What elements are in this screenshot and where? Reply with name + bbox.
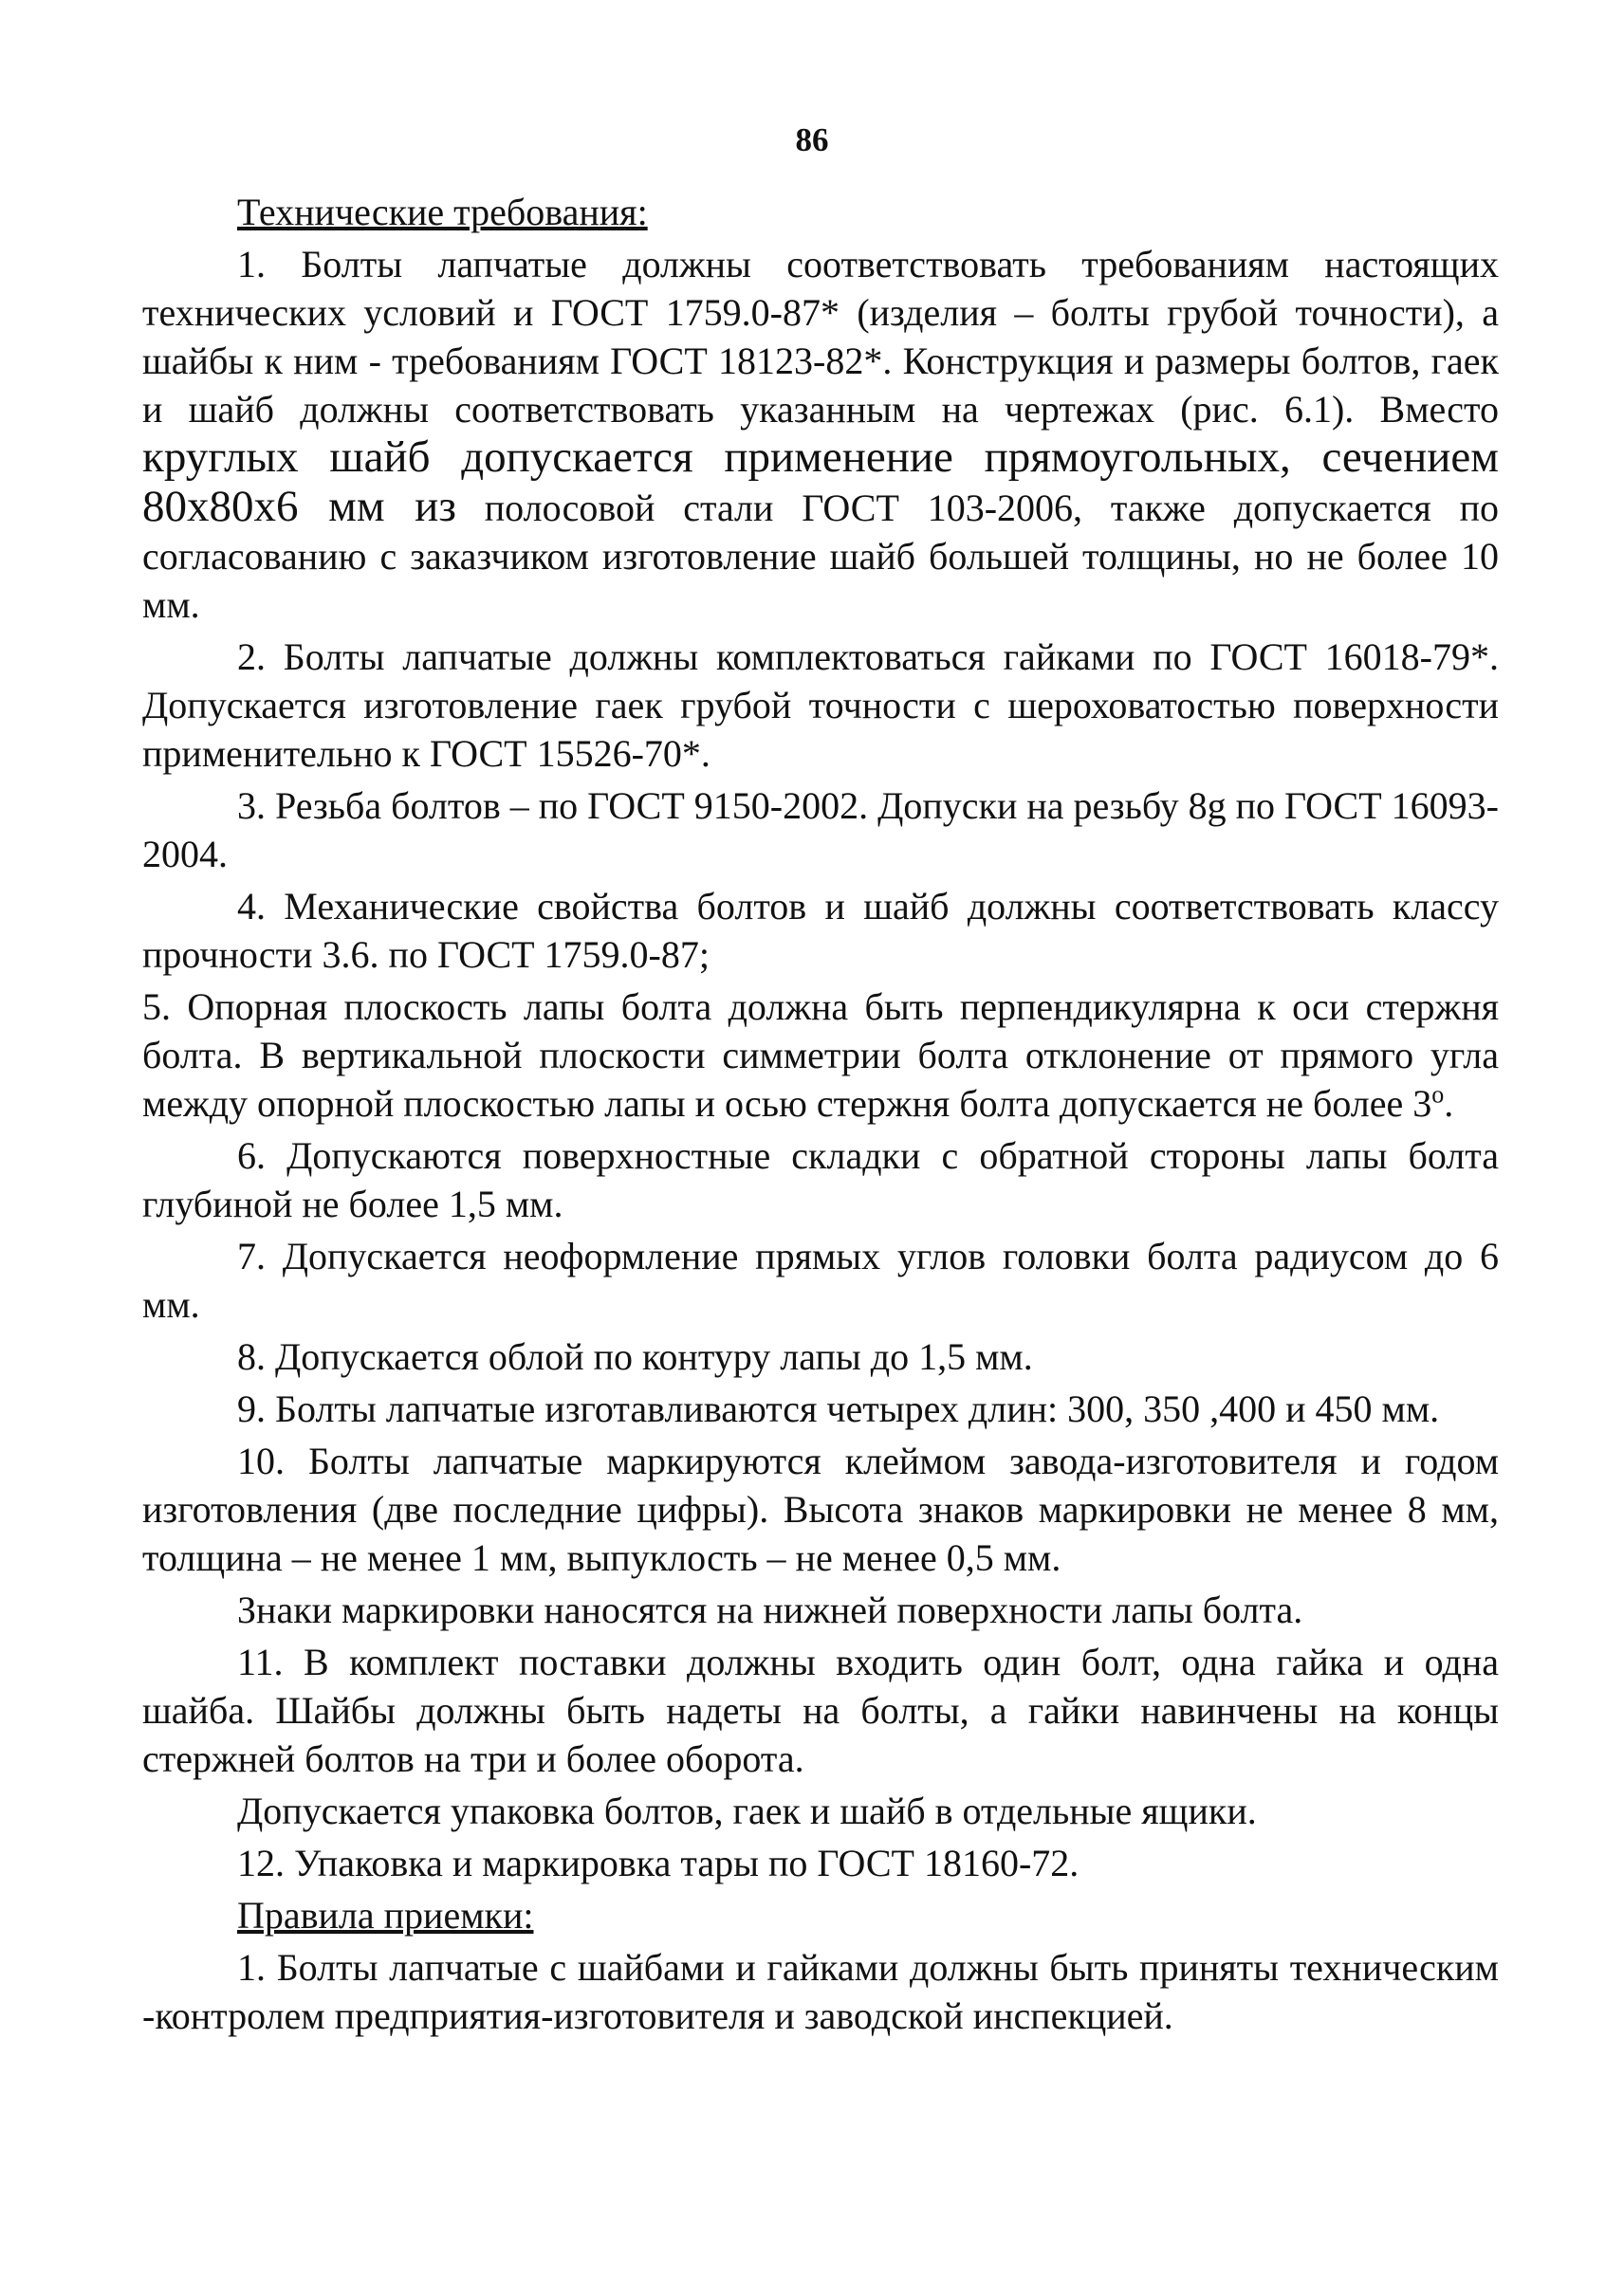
requirement-11: 11. В комплект поставки должны входить один болт, одна гайка и одна шайба. Шайбы должны быть надеты на болты, а гайки навинчены на концы стержней болтов на три и более оборота. [142,1641,1499,1780]
requirement-9: 9. Болты лапчатые изготавливаются четырех длин: 300, 350 ,400 и 450 мм. [237,1387,1440,1430]
requirement-7: 7. Допускается неоформление прямых углов головки болта радиусом до 6 мм. [142,1235,1499,1326]
requirement-1: 1. Болты лапчатые должны соответствовать требованиям настоящих технических условий и ГОСТ 1759.0-87* (изделия – болты грубой точности), а шайбы к ним - требованиям ГОСТ 18123-82*. Конструкция и размеры болтов, гаек и шайб должны соответствовать указанным на чертежах (рис. 6.1). Вместо круглых шайб допускается применение прямоугольных, сечением 80х80х6 мм из полосовой стали ГОСТ 103-2006, также допускается по согласованию с заказчиком изготовление шайб большей толщины, но не более 10 мм. [142,243,1499,626]
section-heading-technical-requirements: Технические требования: [237,191,648,233]
requirement-8: 8. Допускается облой по контуру лапы до 1,5 мм. [237,1335,1033,1378]
section-heading-acceptance-rules: Правила приемки: [237,1894,534,1937]
requirement-3: 3. Резьба болтов – по ГОСТ 9150-2002. Допуски на резьбу 8g по ГОСТ 16093-2004. [142,784,1499,875]
requirement-12: 12. Упаковка и маркировка тары по ГОСТ 18160-72. [237,1842,1080,1884]
requirement-10: 10. Болты лапчатые маркируются клеймом завода-изготовителя и годом изготовления (две последние цифры). Высота знаков маркировки не менее 8 мм, толщина – не менее 1 мм, выпуклость – не менее 0,5 мм. [142,1440,1499,1579]
requirement-2: 2. Болты лапчатые должны комплектоваться гайками по ГОСТ 16018-79*. Допускается изготовление гаек грубой точности с шероховатостью поверхности применительно к ГОСТ 15526-70*. [142,635,1499,775]
document-body [142,188,1499,2044]
requirement-11-note: Допускается упаковка болтов, гаек и шайб в отдельные ящики. [237,1790,1257,1832]
requirement-5: 5. Опорная плоскость лапы болта должна быть перпендикулярна к оси стержня болта. В вертикальной плоскости симметрии болта отклонение от прямого угла между опорной плоскостью лапы и осью стержня болта допускается не более $3^о$. [142,985,1499,1125]
requirement-6: 6. Допускаются поверхностные складки с обратной стороны лапы болта глубиной не более 1,5 мм. [142,1134,1499,1225]
requirement-10-note: Знаки маркировки наносятся на нижней поверхности лапы болта. [237,1589,1303,1631]
requirement-4: 4. Механические свойства болтов и шайб должны соответствовать классу прочности 3.6. по ГОСТ 1759.0-87; [142,885,1499,976]
acceptance-rule-1: 1. Болты лапчатые с шайбами и гайками должны быть приняты техническим -контролем предприятия-изготовителя и заводской инспекцией. [142,1946,1499,2037]
page-number: 86 [795,121,829,158]
